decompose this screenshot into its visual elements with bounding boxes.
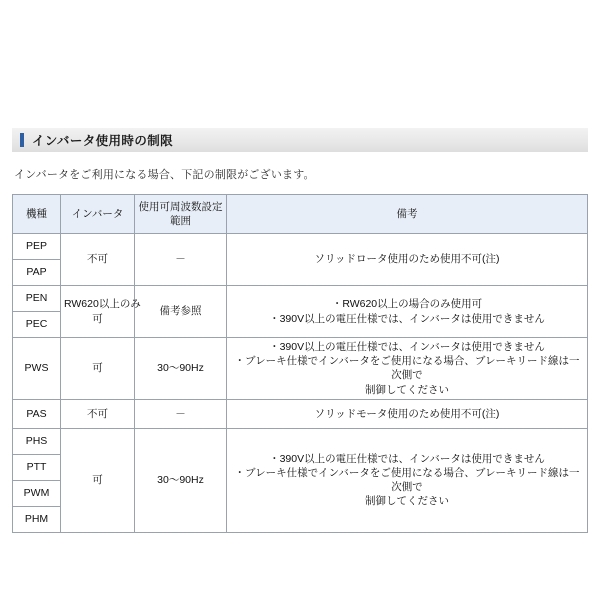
cell-frequency: 30～90Hz bbox=[135, 338, 227, 400]
cell-inverter-line1: RW620以上のみ bbox=[64, 298, 141, 311]
cell-model: PAP bbox=[13, 260, 61, 286]
cell-model: PEP bbox=[13, 234, 61, 260]
cell-inverter: 可 bbox=[61, 428, 135, 532]
table-row bbox=[13, 428, 588, 454]
cell-frequency: － bbox=[135, 399, 227, 428]
cell-inverter bbox=[61, 286, 141, 338]
remark-line: ・390V以上の電圧仕様では、インバータは使用できません bbox=[269, 312, 545, 325]
intro-text: インバータをご利用になる場合、下記の制限がございます。 bbox=[14, 169, 315, 181]
cell-remark bbox=[227, 234, 588, 286]
remark-line: ・RW620以上の場合のみ使用可 bbox=[331, 298, 483, 311]
table-header-row bbox=[13, 195, 588, 234]
cell-model: PTT bbox=[13, 454, 61, 480]
cell-inverter-line2: 可 bbox=[92, 312, 103, 325]
cell-inverter: 可 bbox=[61, 338, 135, 400]
cell-remark bbox=[227, 338, 588, 400]
cell-frequency: 備考参照 bbox=[135, 286, 227, 338]
col-header-inverter: インバータ bbox=[61, 195, 135, 234]
table-row bbox=[13, 286, 588, 312]
col-header-frequency-line2: 範囲 bbox=[170, 215, 191, 227]
table-row bbox=[13, 338, 588, 400]
cell-model: PHS bbox=[13, 428, 61, 454]
accent-bar-icon bbox=[20, 133, 24, 147]
remark-line: ・ブレーキ仕様でインバータをご使用になる場合、ブレーキリード線は一次側で bbox=[234, 355, 580, 382]
cell-inverter: 不可 bbox=[61, 234, 135, 286]
cell-frequency: 30～90Hz bbox=[135, 428, 227, 532]
page-title: インバータ使用時の制限 bbox=[32, 134, 174, 148]
col-header-remark: 備考 bbox=[227, 195, 588, 234]
table-row bbox=[13, 399, 588, 428]
remark-line: ソリッドロータ使用のため使用不可(注) bbox=[314, 253, 500, 266]
cell-model: PHM bbox=[13, 506, 61, 532]
col-header-frequency-line1: 使用可周波数設定 bbox=[138, 200, 223, 213]
cell-remark bbox=[227, 399, 588, 428]
remark-line: 制御してください bbox=[365, 383, 449, 396]
remark-line: ・390V以上の電圧仕様では、インバータは使用できません bbox=[269, 452, 545, 465]
remark-line: ・ブレーキ仕様でインバータをご使用になる場合、ブレーキリード線は一次側で bbox=[234, 467, 580, 494]
col-header-frequency bbox=[135, 195, 227, 234]
remark-line: 制御してください bbox=[365, 495, 449, 508]
cell-model: PWM bbox=[13, 480, 61, 506]
remark-line: ソリッドモータ使用のため使用不可(注) bbox=[314, 407, 500, 420]
inverter-limits-table bbox=[12, 194, 588, 533]
section-heading-bar bbox=[12, 128, 588, 152]
cell-inverter: 不可 bbox=[61, 399, 135, 428]
cell-model: PWS bbox=[13, 338, 61, 400]
content-area bbox=[12, 128, 588, 533]
col-header-model: 機種 bbox=[13, 195, 61, 234]
cell-model: PEN bbox=[13, 286, 61, 312]
cell-model: PEC bbox=[13, 312, 61, 338]
remark-line: ・390V以上の電圧仕様では、インバータは使用できません bbox=[269, 341, 545, 353]
table-row bbox=[13, 234, 588, 260]
cell-remark bbox=[227, 428, 588, 532]
cell-model: PAS bbox=[13, 399, 61, 428]
cell-remark bbox=[227, 286, 588, 338]
cell-frequency: － bbox=[135, 234, 227, 286]
